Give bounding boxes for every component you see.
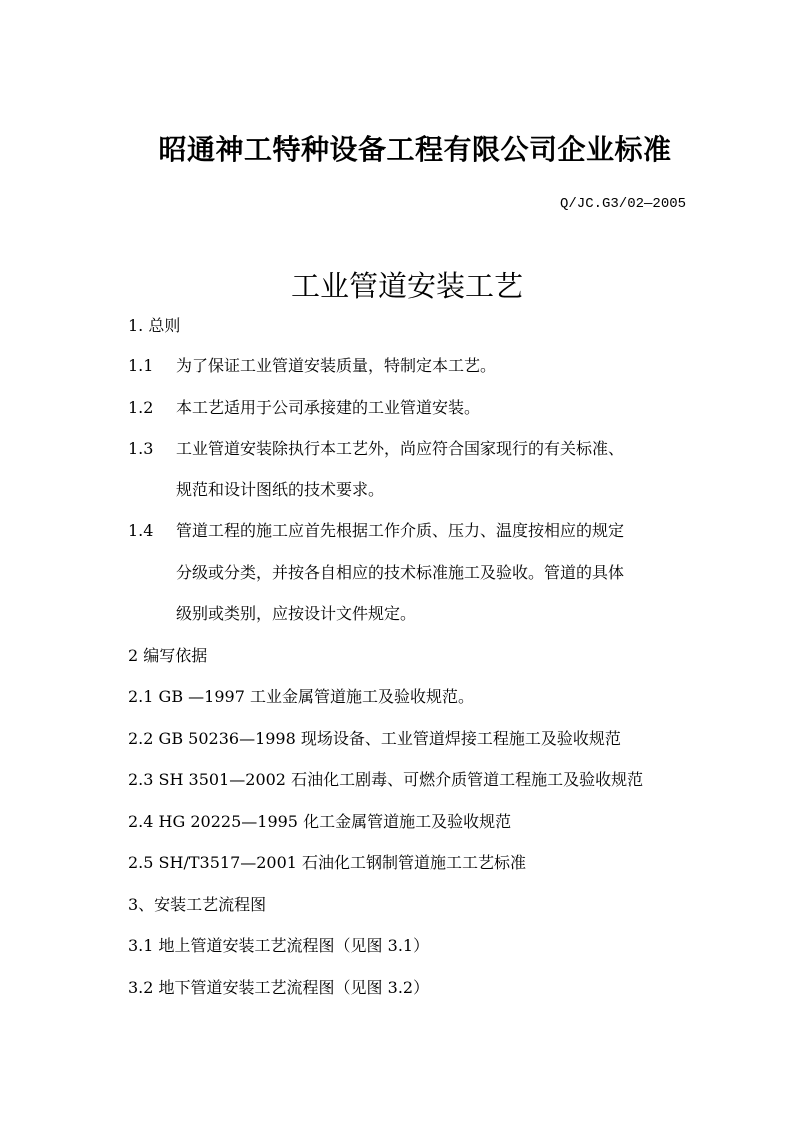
clause-number: 1.4	[128, 521, 154, 540]
clause-text: 为了保证工业管道安装质量，特制定本工艺。	[176, 356, 497, 375]
clause-1-4-continuation-1: 分级或分类，并按各自相应的技术标准施工及验收。管道的具体	[176, 563, 625, 582]
clause-number: 3.2	[128, 978, 154, 997]
clause-1-1	[128, 356, 496, 376]
reference-2-2	[128, 729, 621, 749]
clause-1-4-continuation-2: 级别或类别，应按设计文件规定。	[176, 604, 417, 623]
company-standard-title: 昭通神工特种设备工程有限公司企业标准	[158, 133, 672, 166]
clause-number: 2.3	[128, 770, 154, 789]
section-2-heading: 2 编写依据	[128, 646, 208, 665]
clause-number: 3.1	[128, 936, 154, 955]
clause-1-2	[128, 398, 480, 418]
clause-number: 2.2	[128, 729, 154, 748]
clause-text: 管道工程的施工应首先根据工作介质、压力、温度按相应的规定	[176, 521, 625, 540]
reference-2-5	[128, 853, 526, 873]
clause-number: 2.4	[128, 812, 154, 831]
clause-number: 2.5	[128, 853, 154, 872]
clause-text: 本工艺适用于公司承接建的工业管道安装。	[176, 398, 481, 417]
section-3-heading: 3、安装工艺流程图	[128, 895, 267, 914]
clause-1-3	[128, 439, 624, 459]
clause-text: HG 20225—1995 化工金属管道施工及验收规范	[158, 812, 512, 831]
clause-text: 地上管道安装工艺流程图（见图 3.1）	[158, 936, 430, 955]
reference-2-4	[128, 812, 511, 832]
clause-1-3-continuation: 规范和设计图纸的技术要求。	[176, 480, 385, 499]
clause-number: 1.2	[128, 398, 154, 417]
clause-text: GB —1997 工业金属管道施工及验收规范。	[158, 687, 474, 706]
clause-text: 工业管道安装除执行本工艺外，尚应符合国家现行的有关标准、	[176, 439, 625, 458]
clause-text: GB 50236—1998 现场设备、工业管道焊接工程施工及验收规范	[158, 729, 621, 748]
clause-number: 1.1	[128, 356, 154, 375]
document-title: 工业管道安装工艺	[290, 269, 523, 303]
clause-1-4	[128, 521, 624, 541]
flowchart-3-1	[128, 936, 429, 956]
standard-code: Q/JC.G3/02—2005	[560, 196, 687, 212]
clause-number: 1.3	[128, 439, 154, 458]
clause-text: SH 3501—2002 石油化工剧毒、可燃介质管道工程施工及验收规范	[158, 770, 644, 789]
clause-text: SH/T3517—2001 石油化工钢制管道施工工艺标准	[158, 853, 527, 872]
clause-text: 地下管道安装工艺流程图（见图 3.2）	[158, 978, 430, 997]
reference-2-1	[128, 687, 474, 707]
reference-2-3	[128, 770, 643, 790]
flowchart-3-2	[128, 978, 429, 998]
section-1-heading: 1. 总则	[128, 316, 181, 335]
clause-number: 2.1	[128, 687, 154, 706]
